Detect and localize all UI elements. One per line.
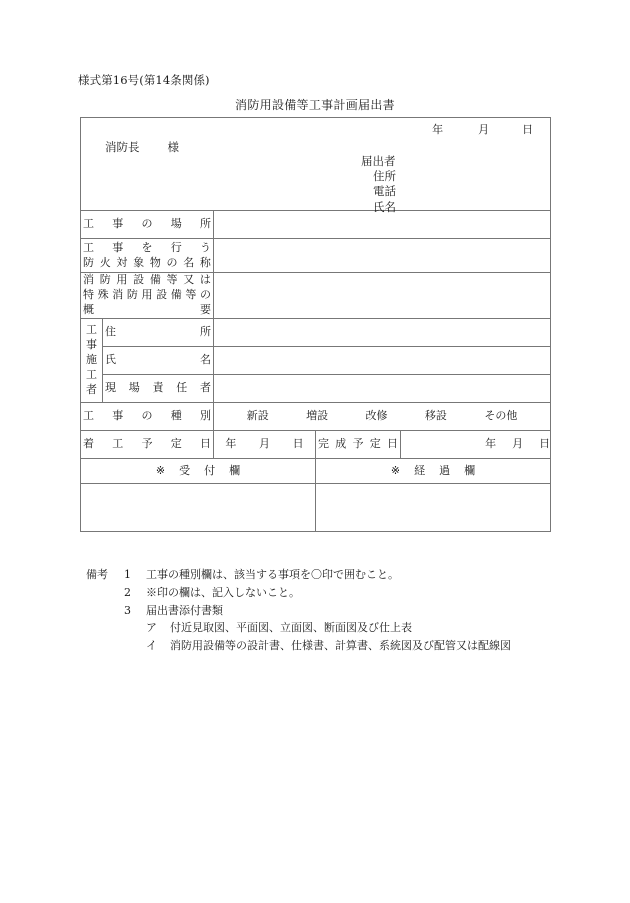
date-year-label: 年: [432, 123, 444, 136]
label-char: 日: [387, 437, 398, 451]
date-day-label: 日: [292, 437, 304, 451]
contractor-name-label: [103, 347, 214, 375]
label-char: 定: [369, 437, 381, 451]
work-type-options: [214, 403, 551, 431]
label-char: 等: [166, 273, 178, 287]
work-type-label: [81, 403, 214, 431]
remarks-section: [86, 566, 586, 655]
label-char: の: [200, 288, 211, 302]
label-char: 備: [149, 273, 161, 287]
table-row-office-use-fields: [81, 484, 551, 532]
label-char: 場: [128, 381, 140, 395]
work-type-option-other[interactable]: その他: [484, 409, 518, 423]
reception-field[interactable]: [81, 484, 316, 532]
label-char: 住: [105, 325, 116, 339]
label-char: 工: [86, 367, 97, 381]
label-char: 任: [176, 381, 188, 395]
completion-date-label: [316, 431, 401, 459]
table-row-contractor-name: [81, 347, 551, 375]
label-char: 別: [200, 409, 211, 423]
progress-column-header: [316, 459, 551, 484]
table-row-header: [81, 118, 551, 211]
label-char: 工: [83, 240, 94, 254]
label-char: 日: [200, 437, 211, 451]
label-char: 対: [116, 255, 128, 269]
label-char: 又: [183, 273, 195, 287]
label-char: の: [166, 255, 178, 269]
table-row-work-location: [81, 211, 551, 239]
table-row-building-name: [81, 239, 551, 273]
addressee-honorific: 様: [167, 140, 179, 154]
label-char: 所: [200, 325, 211, 339]
submitter-address-label: 住所: [373, 169, 396, 184]
label-char: 責: [152, 381, 164, 395]
label-char: 予: [141, 437, 153, 451]
label-char: 消: [112, 288, 124, 302]
contractor-vertical-label: [81, 319, 103, 403]
label-char: は: [199, 273, 211, 287]
work-type-option-extension[interactable]: 増設: [306, 409, 329, 423]
remarks-sub-item: [86, 637, 586, 655]
equipment-summary-label: [81, 273, 214, 319]
table-row-schedule-dates: [81, 431, 551, 459]
label-char: 消: [83, 273, 94, 287]
label-char: の: [141, 217, 153, 231]
label-char: 防: [99, 273, 111, 287]
submitter-name-label: 氏名: [373, 199, 396, 214]
remarks-item-text: 届出書添付書類: [146, 603, 223, 617]
label-char: う: [200, 240, 211, 254]
progress-field[interactable]: [316, 484, 551, 532]
start-date-label: [81, 431, 214, 459]
notification-form-table: [80, 117, 551, 532]
remarks-label: 備考: [86, 568, 108, 581]
label-char: 事: [86, 338, 97, 352]
work-type-option-renovation[interactable]: 改修: [365, 409, 388, 423]
label-char: 氏: [105, 353, 116, 367]
label-char: 事: [112, 240, 124, 254]
addressee-title: 消防長: [105, 140, 140, 154]
label-char: 事: [112, 217, 124, 231]
remarks-item: [86, 602, 586, 620]
label-char: 特: [83, 288, 94, 302]
label-char: の: [141, 409, 153, 423]
label-char: 成: [335, 437, 347, 451]
contractor-address-field[interactable]: [214, 319, 551, 347]
label-char: 現: [105, 381, 116, 395]
label-char: 防: [126, 288, 138, 302]
remarks-sub-marker: ア: [146, 621, 157, 635]
official-use-marker: ※: [390, 463, 401, 477]
label-char: 工: [83, 217, 94, 231]
official-use-marker: ※: [155, 463, 166, 477]
label-char: 者: [86, 382, 97, 396]
label-char: 用: [141, 288, 153, 302]
work-location-label: [81, 211, 214, 239]
remarks-item-number: 2: [124, 585, 131, 599]
label-char: 工: [83, 409, 94, 423]
table-row-office-use-headers: [81, 459, 551, 484]
label-char: 防: [83, 255, 94, 269]
label-char: 欄: [229, 463, 241, 477]
label-char: を: [141, 240, 153, 254]
work-type-option-new[interactable]: 新設: [246, 409, 269, 423]
submitter-block: [361, 154, 396, 215]
label-char: 施: [86, 353, 97, 367]
date-day-label: 日: [539, 437, 551, 451]
reception-column-header: [81, 459, 316, 484]
date-day-label: 日: [522, 123, 534, 136]
remarks-sub-marker: イ: [146, 639, 157, 653]
work-type-option-relocation[interactable]: 移設: [424, 409, 447, 423]
label-char: 工: [86, 323, 97, 337]
work-location-field[interactable]: [214, 211, 551, 239]
header-block-cell: [81, 118, 551, 214]
remarks-sub-text: 消防用設備等の設計書、仕様書、計算書、系統図及び配管又は配線図: [170, 639, 511, 653]
label-char: 設: [156, 288, 168, 302]
label-char: 物: [149, 255, 161, 269]
table-row-site-manager: [81, 375, 551, 403]
label-char: 欄: [464, 463, 476, 477]
building-name-field[interactable]: [214, 239, 551, 273]
submitter-phone-label: 電話: [373, 184, 396, 199]
remarks-item-number: 3: [124, 603, 131, 617]
label-char: 名: [200, 353, 211, 367]
label-char: 行: [170, 240, 182, 254]
label-char: 名: [183, 255, 195, 269]
label-char: 事: [112, 409, 124, 423]
label-char: 定: [170, 437, 182, 451]
label-char: 等: [185, 288, 197, 302]
label-char: 予: [352, 437, 364, 451]
date-month-label: 月: [478, 123, 490, 136]
page-title: 消防用設備等工事計画届出書: [235, 98, 395, 112]
label-char: 備: [170, 288, 182, 302]
label-char: 所: [200, 217, 211, 231]
label-char: 工: [112, 437, 124, 451]
remarks-item-number: 1: [124, 568, 131, 581]
equipment-summary-field[interactable]: [214, 273, 551, 319]
label-char: 用: [116, 273, 128, 287]
table-row-equipment-summary: [81, 273, 551, 319]
contractor-address-label: [103, 319, 214, 347]
date-month-label: 月: [258, 437, 270, 451]
contractor-name-field[interactable]: [214, 347, 551, 375]
remarks-item: [86, 584, 586, 602]
site-manager-label: [103, 375, 214, 403]
submitter-label: 届出者: [361, 154, 396, 168]
table-row-work-type: [81, 403, 551, 431]
label-char: 象: [133, 255, 145, 269]
start-date-field[interactable]: [214, 431, 316, 459]
label-char: 火: [99, 255, 111, 269]
remarks-item-text: 工事の種別欄は、該当する事項を〇印で囲むこと。: [146, 568, 399, 581]
date-month-label: 月: [512, 437, 524, 451]
building-name-label: [81, 239, 214, 273]
form-number: 様式第16号(第14条関係): [78, 73, 210, 87]
label-char: 称: [199, 255, 211, 269]
label-char: 完: [318, 437, 329, 451]
label-char: 者: [200, 381, 211, 395]
date-year-label: 年: [485, 437, 497, 451]
label-char: 着: [83, 437, 94, 451]
label-char: 殊: [97, 288, 109, 302]
submission-date-line: [432, 123, 534, 138]
site-manager-field[interactable]: [214, 375, 551, 403]
label-char: 設: [133, 273, 145, 287]
label-char: 付: [204, 463, 216, 477]
remarks-item-text: ※印の欄は、記入しないこと。: [146, 585, 300, 599]
completion-date-field[interactable]: [401, 431, 551, 459]
label-char: 過: [439, 463, 451, 477]
remarks-sub-text: 付近見取図、平面図、立面図、断面図及び仕上表: [170, 621, 412, 635]
date-year-label: 年: [225, 437, 237, 451]
label-char: 場: [170, 217, 182, 231]
label-char: 経: [414, 463, 426, 477]
remarks-item: [86, 566, 586, 584]
label-char: 概: [83, 302, 94, 316]
table-row-contractor-address: [81, 319, 551, 347]
label-char: 受: [179, 463, 191, 477]
label-char: 種: [170, 409, 182, 423]
remarks-sub-item: [86, 619, 586, 637]
addressee: [105, 140, 179, 156]
label-char: 要: [200, 302, 211, 316]
